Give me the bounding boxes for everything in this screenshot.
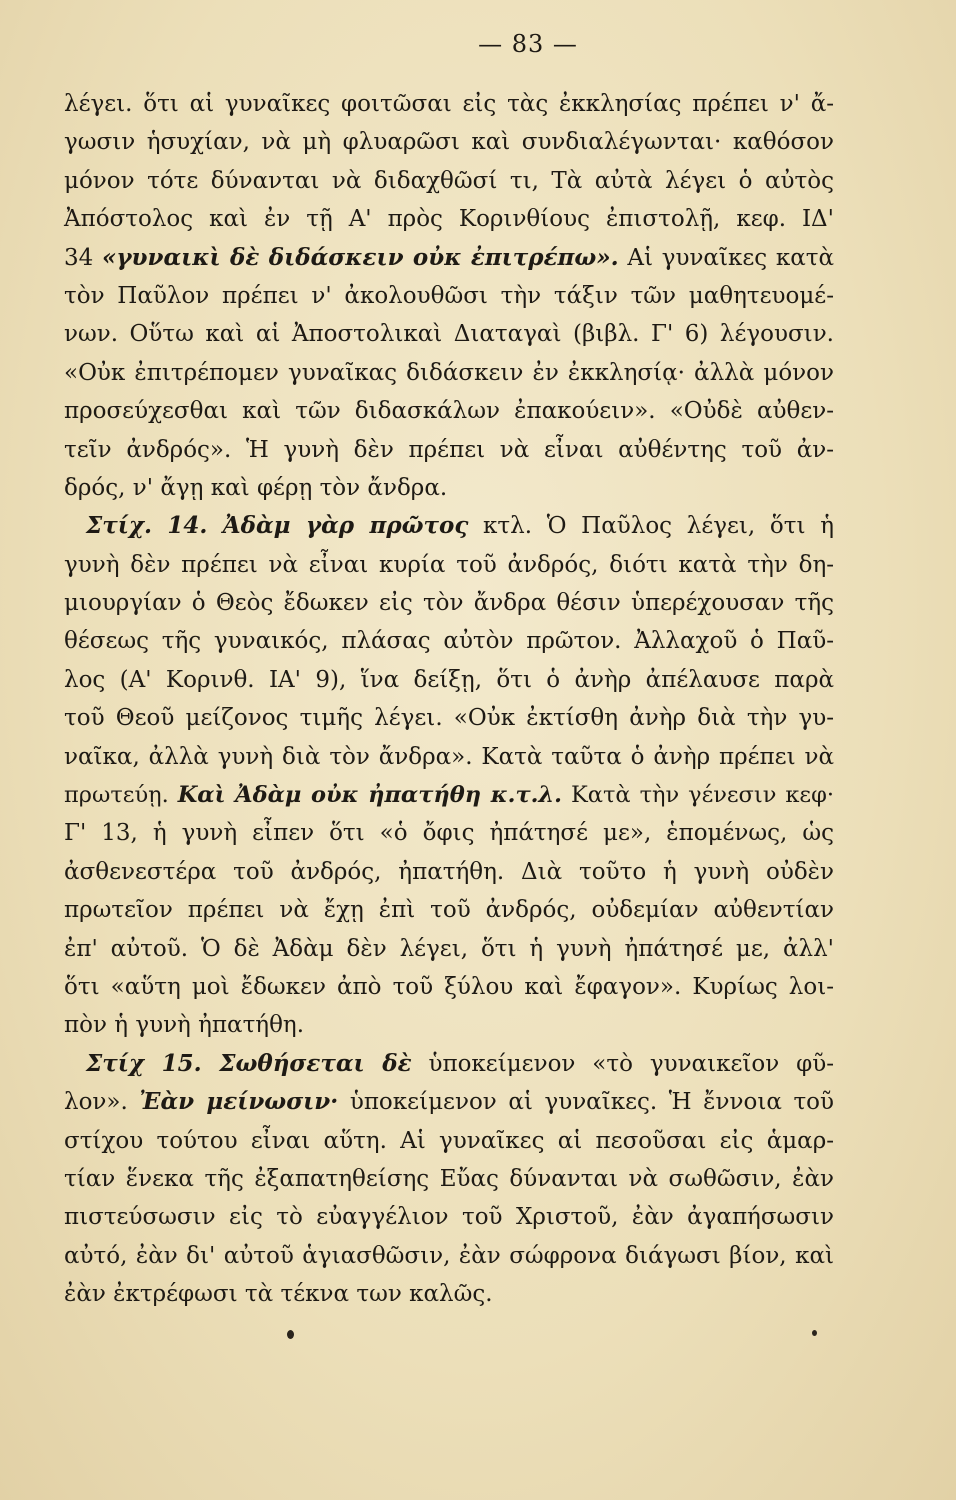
text-line <box>64 315 834 353</box>
line-text: νων. Οὕτω καὶ αἱ Ἀποστολικαὶ Διαταγαὶ (βιβλ. Γ' 6) λέγουσιν. <box>64 321 834 348</box>
text-line <box>64 622 834 660</box>
text-line <box>64 968 834 1006</box>
line-text: Αἱ γυναῖκες κατὰ <box>618 244 835 271</box>
text-line <box>64 1275 834 1313</box>
text-line <box>64 239 834 277</box>
text-line <box>64 661 834 699</box>
line-text: λος (Α' Κορινθ. ΙΑ' 9), ἵνα δείξῃ, ὅτι ὁ ἀνὴρ ἀπέλαυσε παρὰ <box>64 666 834 693</box>
page-number <box>0 30 956 58</box>
line-text: τίαν ἕνεκα τῆς ἐξαπατηθείσης Εὔας δύνανται νὰ σωθῶσιν, ἐὰν <box>64 1165 834 1192</box>
text-line <box>64 354 834 392</box>
text-line <box>64 1198 834 1236</box>
line-text: λον». <box>64 1089 140 1116</box>
text-line <box>64 699 834 737</box>
text-line <box>64 1160 834 1198</box>
line-text: προσεύχεσθαι καὶ τῶν διδασκάλων ἐπακούειν». «Οὐδὲ αὐθεν- <box>64 398 834 425</box>
line-text: πιστεύσωσιν εἰς τὸ εὐαγγέλιον τοῦ Χριστοῦ, ἐὰν ἀγαπήσωσιν <box>64 1204 834 1231</box>
line-text: τεῖν ἀνδρός». Ἡ γυνὴ δὲν πρέπει νὰ εἶναι αὐθέντης τοῦ ἀν- <box>64 436 834 463</box>
text-line <box>64 776 834 814</box>
text-line <box>64 738 834 776</box>
line-text: ἐὰν ἐκτρέφωσι τὰ τέκνα των καλῶς. <box>64 1281 493 1308</box>
ink-spot <box>812 1330 817 1336</box>
text-line <box>64 85 834 123</box>
emphasized-quote: Στίχ. 14. Ἀδὰμ γὰρ πρῶτος <box>86 512 469 540</box>
text-line <box>64 1122 834 1160</box>
page-number-label: — 83 — <box>478 30 578 58</box>
text-line <box>64 1045 834 1083</box>
line-text: λέγει. ὅτι αἱ γυναῖκες φοιτῶσαι εἰς τὰς ἐκκλησίας πρέπει ν' ἄ- <box>64 91 834 117</box>
line-text: ἐπ' αὐτοῦ. Ὁ δὲ Ἀδὰμ δὲν λέγει, ὅτι ἡ γυνὴ ἠπάτησέ με, ἀλλ' <box>64 935 834 962</box>
text-line <box>64 891 834 929</box>
line-text: 34 <box>64 244 102 271</box>
body-text <box>64 85 834 1314</box>
text-line <box>64 1237 834 1275</box>
line-text: τοῦ Θεοῦ μείζονος τιμῆς λέγει. «Οὐκ ἐκτίσθη ἀνὴρ διὰ τὴν γυ- <box>64 705 834 732</box>
text-line <box>64 584 834 622</box>
text-line <box>64 123 834 161</box>
line-text: ναῖκα, ἀλλὰ γυνὴ διὰ τὸν ἄνδρα». Κατὰ ταῦτα ὁ ἀνὴρ πρέπει νὰ <box>64 743 834 770</box>
line-text: στίχου τούτου εἶναι αὕτη. Αἱ γυναῖκες αἱ πεσοῦσαι εἰς ἁμαρ- <box>64 1127 834 1154</box>
line-text: αὐτό, ἐὰν δι' αὐτοῦ ἁγιασθῶσιν, ἐὰν σώφρονα διάγωσι βίον, καὶ <box>64 1242 834 1269</box>
line-text: ὑποκείμενον «τὸ γυναικεῖον φῦ- <box>411 1050 834 1077</box>
line-text: κτλ. Ὁ Παῦλος λέγει, ὅτι ἡ <box>468 513 834 540</box>
text-line <box>64 1083 834 1121</box>
emphasized-quote: Ἐὰν μείνωσιν· <box>139 1088 339 1116</box>
line-text: μόνον τότε δύνανται νὰ διδαχθῶσί τι, Τὰ αὐτὰ λέγει ὁ αὐτὸς <box>64 167 834 194</box>
line-text: πρωτεῖον πρέπει νὰ ἔχῃ ἐπὶ τοῦ ἀνδρός, οὐδεμίαν αὐθεντίαν <box>64 897 834 924</box>
line-text: ὑποκείμενον αἱ γυναῖκες. Ἡ ἔννοια τοῦ <box>338 1089 834 1116</box>
line-text: θέσεως τῆς γυναικός, πλάσας αὐτὸν πρῶτον. Ἀλλαχοῦ ὁ Παῦ- <box>64 628 834 655</box>
text-line <box>64 1006 834 1044</box>
line-text: τὸν Παῦλον πρέπει ν' ἀκολουθῶσι τὴν τάξιν τῶν μαθητευομέ- <box>64 282 834 309</box>
ink-spot <box>287 1330 294 1339</box>
line-text: γωσιν ἡσυχίαν, νὰ μὴ φλυαρῶσι καὶ συνδιαλέγωνται· καθόσον <box>64 129 834 156</box>
text-line <box>64 431 834 469</box>
line-text: ἀσθενεστέρα τοῦ ἀνδρός, ἠπατήθη. Διὰ τοῦτο ἡ γυνὴ οὐδὲν <box>64 858 834 885</box>
line-text: γυνὴ δὲν πρέπει νὰ εἶναι κυρία τοῦ ἀνδρός, διότι κατὰ τὴν δη- <box>64 551 834 578</box>
line-text: Κατὰ τὴν γένεσιν κεφ· <box>562 782 834 809</box>
text-line <box>64 162 834 200</box>
line-text: πὸν ἡ γυνὴ ἠπατήθη. <box>64 1012 305 1039</box>
line-text: ὅτι «αὕτη μοὶ ἔδωκεν ἀπὸ τοῦ ξύλου καὶ ἔφαγον». Κυρίως λοι- <box>64 973 834 1000</box>
line-text: δρός, ν' ἄγῃ καὶ φέρῃ τὸν ἄνδρα. <box>64 474 448 501</box>
line-text: Ἀπόστολος καὶ ἐν τῇ Α' πρὸς Κορινθίους ἐπιστολῇ, κεφ. ΙΔ' <box>64 206 834 233</box>
text-line <box>64 200 834 238</box>
emphasized-quote: Στίχ 15. Σωθήσεται δὲ <box>86 1049 412 1077</box>
text-line <box>64 853 834 891</box>
text-line <box>64 814 834 852</box>
text-line <box>64 930 834 968</box>
text-line <box>64 507 834 545</box>
text-line <box>64 546 834 584</box>
line-text: «Οὐκ ἐπιτρέπομεν γυναῖκας διδάσκειν ἐν ἐκκλησίᾳ· ἀλλὰ μόνον <box>64 359 834 386</box>
text-line <box>64 469 834 507</box>
line-text: πρωτεύῃ. <box>64 782 178 809</box>
text-line <box>64 392 834 430</box>
text-line <box>64 277 834 315</box>
line-text: Γ' 13, ἡ γυνὴ εἶπεν ὅτι «ὁ ὄφις ἠπάτησέ με», ἑπομένως, ὡς <box>64 820 834 847</box>
line-text: μιουργίαν ὁ Θεὸς ἔδωκεν εἰς τὸν ἄνδρα θέσιν ὑπερέχουσαν τῆς <box>64 590 834 617</box>
emphasized-quote: Καὶ Ἀδὰμ οὐκ ἠπατήθη κ.τ.λ. <box>177 782 563 809</box>
emphasized-quote: «γυναικὶ δὲ διδάσκειν οὐκ ἐπιτρέπω». <box>101 243 619 271</box>
